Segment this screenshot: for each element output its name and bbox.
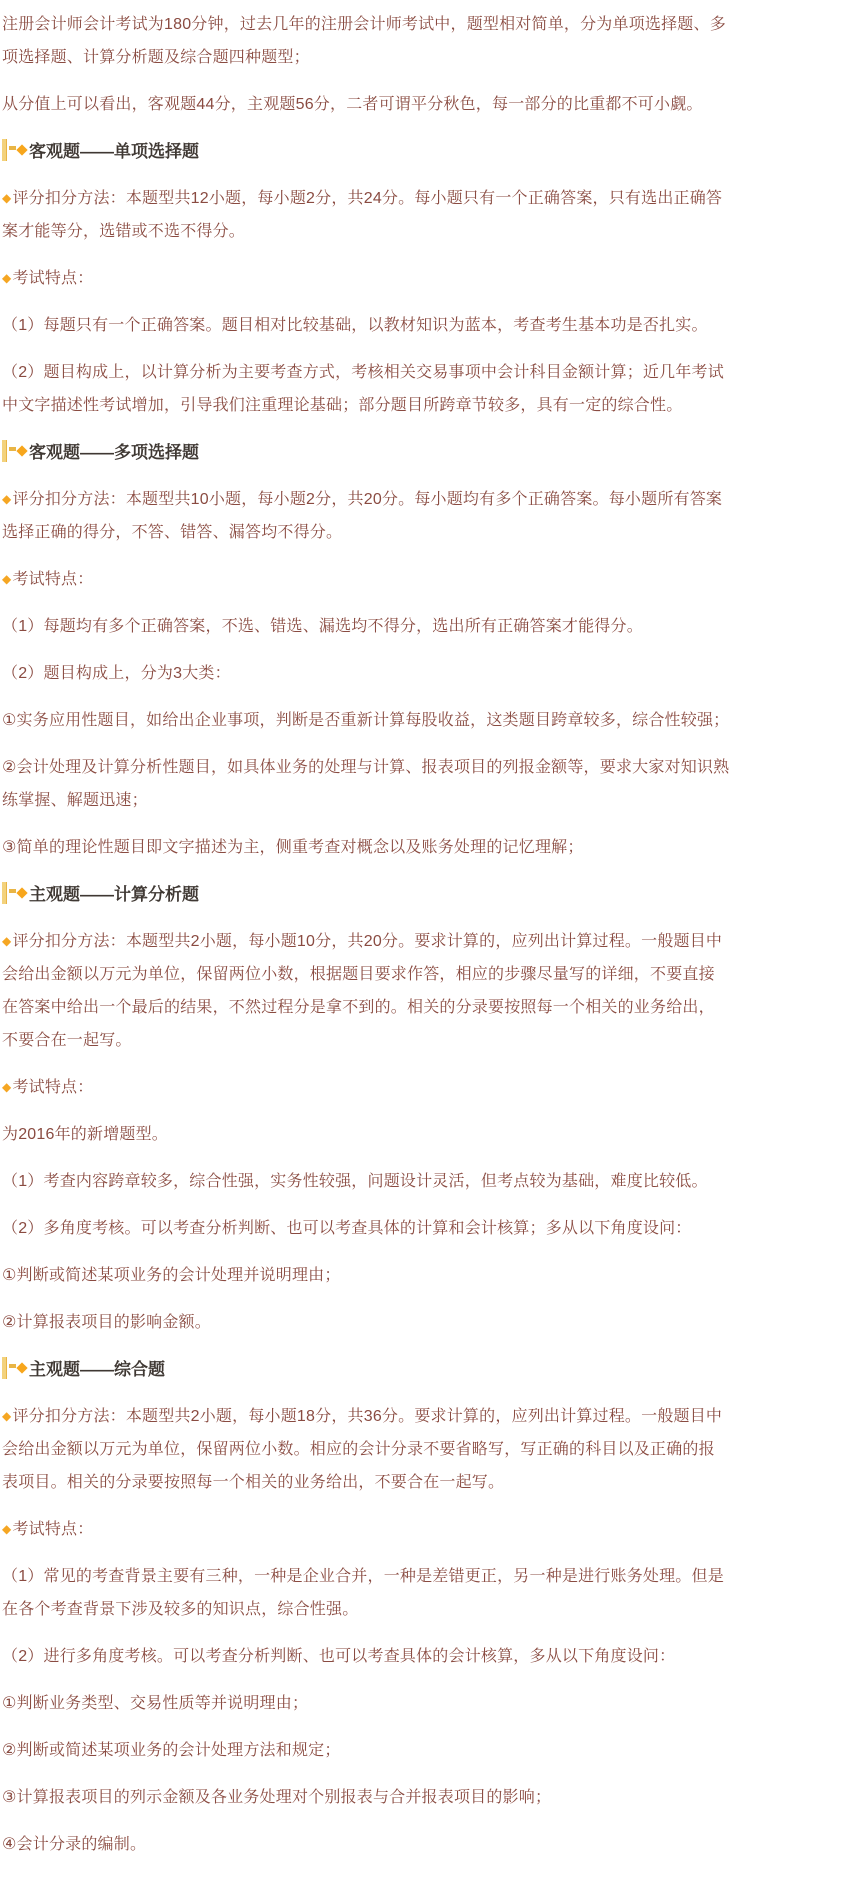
- paragraph: [2, 1781, 730, 1814]
- paragraph: [2, 182, 730, 248]
- paragraph: [2, 610, 730, 643]
- paragraph: [2, 657, 730, 690]
- paragraph: [2, 831, 730, 864]
- paragraph: [2, 1828, 730, 1861]
- section-marker-bar: [2, 1357, 7, 1379]
- section-marker-icon: [2, 883, 29, 903]
- section-heading-label: 主观题——综合题: [29, 1360, 165, 1379]
- diamond-bullet-icon: ◆: [2, 492, 12, 506]
- diamond-bullet-icon: ◆: [2, 934, 12, 948]
- section-marker-dash: [9, 146, 16, 150]
- section-marker-dia: [16, 887, 27, 898]
- paragraph-text: （1）考查内容跨章较多，综合性强，实务性较强，问题设计灵活，但考点较为基础，难度比较低。: [2, 1173, 708, 1190]
- paragraph: [2, 1687, 730, 1720]
- section-heading: [2, 1353, 730, 1386]
- paragraph: [2, 563, 730, 596]
- paragraph-text: （1）常见的考查背景主要有三种，一种是企业合并，一种是差错更正，另一种是进行账务处理。但是在各个考查背景下涉及较多的知识点，综合性强。: [2, 1568, 724, 1618]
- paragraph-text: （2）题目构成上，分为3大类：: [2, 665, 231, 682]
- paragraph: [2, 1306, 730, 1339]
- section-heading: [2, 436, 730, 469]
- paragraph-text: 注册会计师会计考试为180分钟，过去几年的注册会计师考试中，题型相对简单，分为单项选择题、多项选择题、计算分析题及综合题四种题型；: [2, 16, 726, 66]
- section-marker-bar: [2, 882, 7, 904]
- paragraph-text: ②会计处理及计算分析性题目，如具体业务的处理与计算、报表项目的列报金额等，要求大家对知识熟练掌握、解题迅速；: [2, 759, 730, 809]
- paragraph-text: （2）多角度考核。可以考查分析判断、也可以考查具体的计算和会计核算；多从以下角度设问：: [2, 1220, 692, 1237]
- paragraph-text: ④会计分录的编制。: [2, 1836, 147, 1853]
- section-marker-bar: [2, 139, 7, 161]
- paragraph: [2, 1071, 730, 1104]
- paragraph-text: ③计算报表项目的列示金额及各业务处理对个别报表与合并报表项目的影响；: [2, 1789, 552, 1806]
- section-heading-label: 客观题——单项选择题: [29, 142, 199, 161]
- paragraph: [2, 1560, 730, 1626]
- section-marker-dia: [16, 445, 27, 456]
- paragraph-text: 考试特点：: [12, 571, 94, 588]
- paragraph: [2, 1212, 730, 1245]
- paragraph: [2, 262, 730, 295]
- paragraph: [2, 925, 730, 1057]
- paragraph-text: ①判断或简述某项业务的会计处理并说明理由；: [2, 1267, 341, 1284]
- paragraph-text: ②判断或简述某项业务的会计处理方法和规定；: [2, 1742, 341, 1759]
- section-marker-dia: [16, 1362, 27, 1373]
- paragraph-text: （2）题目构成上，以计算分析为主要考查方式，考核相关交易事项中会计科目金额计算；近几年考试中文字描述性考试增加，引导我们注重理论基础；部分题目所跨章节较多，具有一定的综合性。: [2, 364, 724, 414]
- diamond-bullet-icon: ◆: [2, 1080, 12, 1094]
- diamond-bullet-icon: ◆: [2, 271, 12, 285]
- diamond-bullet-icon: ◆: [2, 1522, 12, 1536]
- paragraph: [2, 1734, 730, 1767]
- section-heading: [2, 878, 730, 911]
- paragraph-text: 评分扣分方法：本题型共2小题，每小题10分，共20分。要求计算的，应列出计算过程。一般题目中会给出金额以万元为单位，保留两位小数，根据题目要求作答，相应的步骤尽量写的详细，不要直接在答案中给出一个最后的结果，不然过程分是拿不到的。相关的分录要按照每一个相关的业务给出，不要合在一起写。: [2, 933, 723, 1049]
- diamond-bullet-icon: ◆: [2, 572, 12, 586]
- paragraph-text: 为2016年的新增题型。: [2, 1126, 168, 1143]
- paragraph: [2, 1400, 730, 1499]
- section-marker-icon: [2, 1358, 29, 1378]
- diamond-bullet-icon: ◆: [2, 191, 12, 205]
- section-marker-bar: [2, 440, 7, 462]
- paragraph: [2, 1259, 730, 1292]
- paragraph: [2, 483, 730, 549]
- paragraph-text: 评分扣分方法：本题型共12小题，每小题2分，共24分。每小题只有一个正确答案，只有选出正确答案才能等分，选错或不选不得分。: [2, 190, 723, 240]
- section-marker-dia: [16, 144, 27, 155]
- paragraph: [2, 88, 730, 121]
- section-heading-label: 客观题——多项选择题: [29, 443, 199, 462]
- section-marker-dash: [9, 1364, 16, 1368]
- paragraph: [2, 1118, 730, 1151]
- section-marker-dash: [9, 889, 16, 893]
- section-heading-label: 主观题——计算分析题: [29, 885, 199, 904]
- section-marker-dash: [9, 447, 16, 451]
- paragraph-text: 考试特点：: [12, 270, 94, 287]
- paragraph-text: ③简单的理论性题目即文字描述为主，侧重考查对概念以及账务处理的记忆理解；: [2, 839, 584, 856]
- paragraph-text: ②计算报表项目的影响金额。: [2, 1314, 211, 1331]
- paragraph: [2, 356, 730, 422]
- paragraph-text: 从分值上可以看出，客观题44分，主观题56分，二者可谓平分秋色，每一部分的比重都不可小觑。: [2, 96, 703, 113]
- paragraph-text: 评分扣分方法：本题型共10小题，每小题2分，共20分。每小题均有多个正确答案。每小题所有答案选择正确的得分，不答、错答、漏答均不得分。: [2, 491, 723, 541]
- diamond-bullet-icon: ◆: [2, 1409, 12, 1423]
- paragraph-text: 考试特点：: [12, 1521, 94, 1538]
- paragraph-text: （1）每题只有一个正确答案。题目相对比较基础，以教材知识为蓝本，考查考生基本功是否扎实。: [2, 317, 708, 334]
- section-marker-icon: [2, 140, 29, 160]
- paragraph: [2, 8, 730, 74]
- paragraph-text: （2）进行多角度考核。可以考查分析判断、也可以考查具体的会计核算，多从以下角度设问：: [2, 1648, 676, 1665]
- section-heading: [2, 135, 730, 168]
- paragraph-text: 评分扣分方法：本题型共2小题，每小题18分，共36分。要求计算的，应列出计算过程。一般题目中会给出金额以万元为单位，保留两位小数。相应的会计分录不要省略写，写正确的科目以及正确的报表项目。相关的分录要按照每一个相关的业务给出，不要合在一起写。: [2, 1408, 723, 1491]
- paragraph: [2, 1513, 730, 1546]
- section-marker-icon: [2, 441, 29, 461]
- paragraph: [2, 1640, 730, 1673]
- paragraph-text: ①实务应用性题目，如给出企业事项，判断是否重新计算每股收益，这类题目跨章较多，综合性较强；: [2, 712, 730, 729]
- paragraph-text: （1）每题均有多个正确答案，不选、错选、漏选均不得分，选出所有正确答案才能得分。: [2, 618, 643, 635]
- paragraph: [2, 1165, 730, 1198]
- paragraph: [2, 751, 730, 817]
- paragraph-text: 考试特点：: [12, 1079, 94, 1096]
- paragraph-text: ①判断业务类型、交易性质等并说明理由；: [2, 1695, 309, 1712]
- paragraph: [2, 704, 730, 737]
- paragraph: [2, 309, 730, 342]
